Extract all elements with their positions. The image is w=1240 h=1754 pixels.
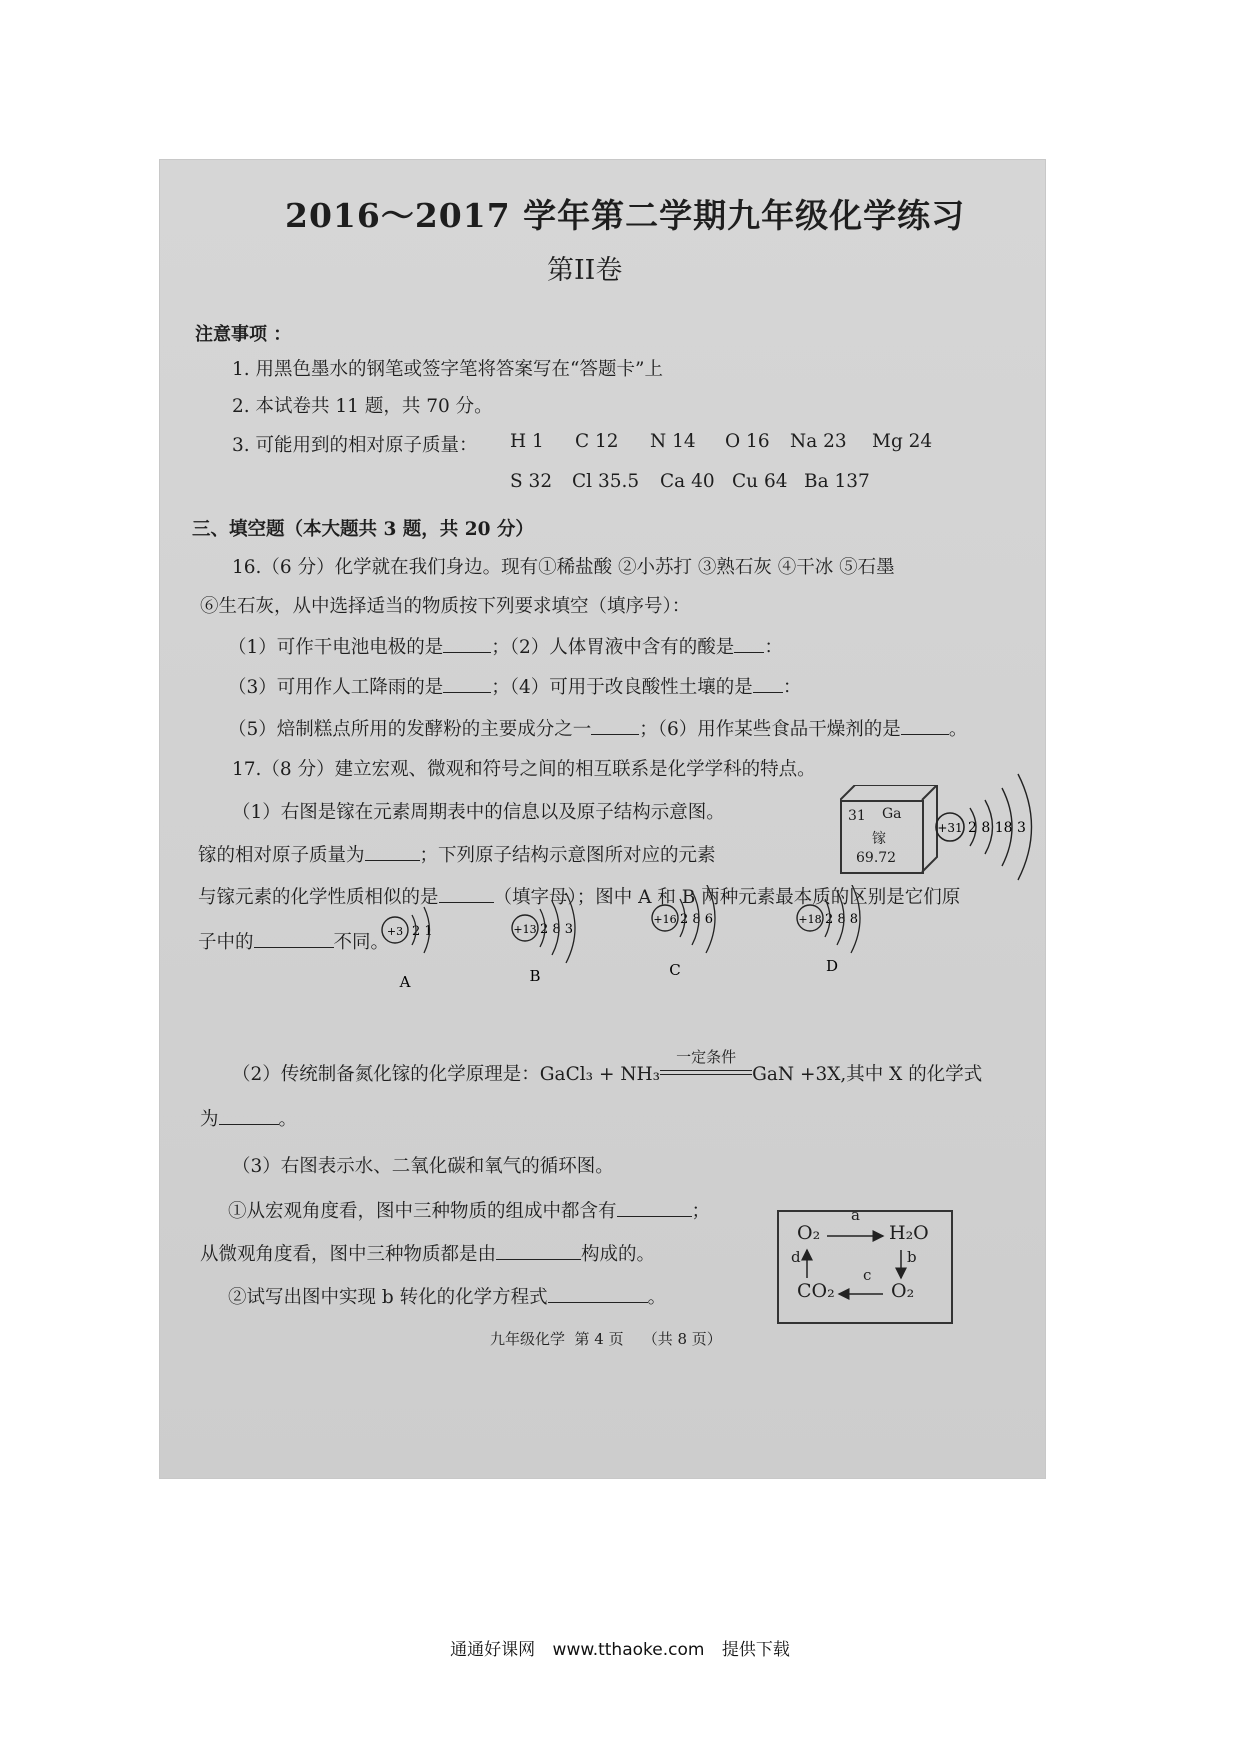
q17-line4-text-a: 子中的 [198,932,254,953]
cycle-arrows [779,1212,951,1322]
q16-part-4: ；（4）可用于改良酸性土壤的是 [491,677,753,698]
mass-c: C 12 [575,431,619,452]
q16-blank-4[interactable] [753,691,783,693]
note-2: 2. 本试卷共 11 题，共 70 分。 [232,396,493,417]
svg-text:+16: +16 [653,913,677,926]
q17-part2-line [232,1048,983,1086]
q16-part-5: （5）焙制糕点所用的发酵粉的主要成分之一 [228,719,592,740]
cycle-top-left: O₂ [797,1222,821,1244]
reaction-products: GaN +3X [752,1064,841,1085]
svg-text:2 8 3: 2 8 3 [540,922,574,937]
q17-part2-line2: 为 。 [200,1109,298,1130]
q17-part3-line3-text: ②试写出图中实现 b 转化的化学方程式 [228,1287,548,1308]
mass-o: O 16 [725,431,770,452]
q16-blank-3[interactable] [443,691,491,693]
reaction-reactants: GaCl₃ + NH₃ [539,1064,661,1085]
q17-blank-mass[interactable] [365,859,420,861]
note-1: 1. 用黑色墨水的钢笔或签字笔将答案写在“答题卡”上 [232,359,663,380]
atomic-masses-row-2 [510,471,870,492]
cycle-bottom-right: O₂ [891,1280,915,1302]
q16-blank-6[interactable] [901,733,949,735]
site-name: 通通好课网 [450,1640,536,1660]
atom-diagram-c-label: C [669,961,681,979]
q16-parts-1-2: （1）可作干电池电极的是 ；（2）人体胃液中含有的酸是 ： [228,637,783,658]
reaction-condition: 一定条件 [676,1048,737,1066]
cycle-top-right: H₂O [889,1222,929,1244]
site-footer [0,1635,1240,1660]
site-url[interactable]: www.tthaoke.com [552,1640,705,1660]
atom-diagram-b [512,893,575,985]
svg-text:2 8 8: 2 8 8 [825,912,859,927]
q17-stem: 17.（8 分）建立宏观、微观和符号之间的相互联系是化学学科的特点。 [232,759,816,780]
atom-diagram-a-label: A [399,973,411,991]
mass-h: H 1 [510,431,544,452]
reaction-condition-arrow [660,1048,752,1080]
q17-part1-line2 [198,841,716,867]
atom-diagram-d [797,885,860,975]
element-symbol: Ga [882,806,902,822]
q17-line3-text-b: （填字母）；图中 A 和 B 两种元素最本质的区别是它们原 [493,887,961,908]
q17-part2-line2-text: 为 [200,1109,219,1130]
q16-blank-1[interactable] [443,651,491,653]
element-number: 31 [848,808,866,824]
q17-blank-element[interactable] [617,1215,692,1217]
cycle-label-b: b [907,1248,917,1266]
q17-blank-particle[interactable] [496,1258,581,1260]
element-name: 镓 [872,831,886,847]
cycle-bottom-left: CO₂ [797,1280,835,1302]
site-suffix: 提供下载 [721,1640,790,1660]
cycle-label-d: d [791,1248,801,1266]
gallium-atom-structure [930,770,1045,890]
q17-part1-intro: （1）右图是镓在元素周期表中的信息以及原子结构示意图。 [232,802,725,823]
svg-text:2 1: 2 1 [412,924,433,939]
q17-part2-tail: ,其中 X 的化学式 [840,1064,983,1085]
q16-part-1: （1）可作干电池电极的是 [228,637,444,658]
mass-n: N 14 [650,431,696,452]
q17-blank-formula-x[interactable] [219,1123,279,1125]
q17-part3-line1: ①从宏观角度看，图中三种物质的组成中都含有 ； [228,1201,711,1222]
cycle-label-a: a [851,1206,860,1224]
mass-cu: Cu 64 [732,471,788,492]
atom-diagram-c [652,885,715,979]
mass-na: Na 23 [790,431,847,452]
exam-volume: 第II卷 [547,255,623,286]
mass-s: S 32 [510,471,553,492]
cycle-diagram [777,1206,953,1324]
q17-line4-text-b: 不同。 [333,932,390,953]
exam-photo [160,160,1045,1478]
q17-line2-text-b: ；下列原子结构示意图所对应的元素 [419,845,716,866]
q17-line2-text-a: 镓的相对原子质量为 [198,845,365,866]
section-heading: 三、填空题（本大题共 3 题，共 20 分） [192,519,534,540]
q16-part-6: ；（6）用作某些食品干燥剂的是 [639,719,901,740]
atomic-masses-row-1 [510,431,932,452]
ga-nucleus: +31 [937,821,963,835]
q17-line3-text-a: 与镓元素的化学性质相似的是 [198,887,439,908]
q17-blank-difference[interactable] [254,946,334,948]
note-3: 3. 可能用到的相对原子质量： [232,435,478,456]
q17-blank-equation[interactable] [548,1301,648,1303]
atom-diagram-d-label: D [825,957,839,975]
svg-text:+3: +3 [386,925,404,938]
mass-ca: Ca 40 [660,471,715,492]
mass-mg: Mg 24 [872,431,933,452]
q16-blank-5[interactable] [591,733,639,735]
q17-part3-line2-text: 从微观角度看，图中三种物质都是由 [200,1244,497,1265]
q16-stem-line2: ⑥生石灰，从中选择适当的物质按下列要求填空（填序号）： [200,596,691,617]
svg-text:+18: +18 [798,913,822,926]
svg-text:+13: +13 [513,923,537,936]
mass-cl: Cl 35.5 [572,471,640,492]
q17-part3-line1-text: ①从宏观角度看，图中三种物质的组成中都含有 [228,1201,617,1222]
q17-part3-line2: 从微观角度看，图中三种物质都是由 构成的。 [200,1244,656,1265]
cycle-label-c: c [863,1266,872,1284]
page-footer: 九年级化学 第 4 页 （共 8 页） [490,1330,722,1348]
svg-text:2 8 6: 2 8 6 [680,912,714,927]
atom-diagram-a [382,907,433,991]
q17-part3-intro: （3）右图表示水、二氧化碳和氧气的循环图。 [232,1156,614,1177]
q16-blank-2[interactable] [734,651,764,653]
atom-diagram-b-label: B [529,967,541,985]
exam-title: 2016～2017 学年第二学期九年级化学练习 [285,196,966,235]
ga-electrons: 2 8 18 3 [968,820,1026,836]
mass-ba: Ba 137 [804,471,870,492]
atom-structure-diagrams [360,885,980,1035]
q17-part3-line3: ②试写出图中实现 b 转化的化学方程式 。 [228,1287,667,1308]
q16-parts-5-6: （5）焙制糕点所用的发酵粉的主要成分之一 ；（6）用作某些食品干燥剂的是 。 [228,719,968,740]
q17-part2-text: （2）传统制备氮化镓的化学原理是： [232,1064,540,1085]
notes-heading: 注意事项 ： [195,324,292,345]
element-box-3d-edges [840,785,940,875]
q16-part-2: ；（2）人体胃液中含有的酸是 [491,637,735,658]
q16-stem-line1: 16.（6 分）化学就在我们身边。现有①稀盐酸 ②小苏打 ③熟石灰 ④干冰 ⑤石墨 [232,557,895,578]
element-mass: 69.72 [856,850,897,866]
q16-part-3: （3）可用作人工降雨的是 [228,677,444,698]
q16-parts-3-4: （3）可用作人工降雨的是 ；（4）可用于改良酸性土壤的是 ： [228,677,802,698]
